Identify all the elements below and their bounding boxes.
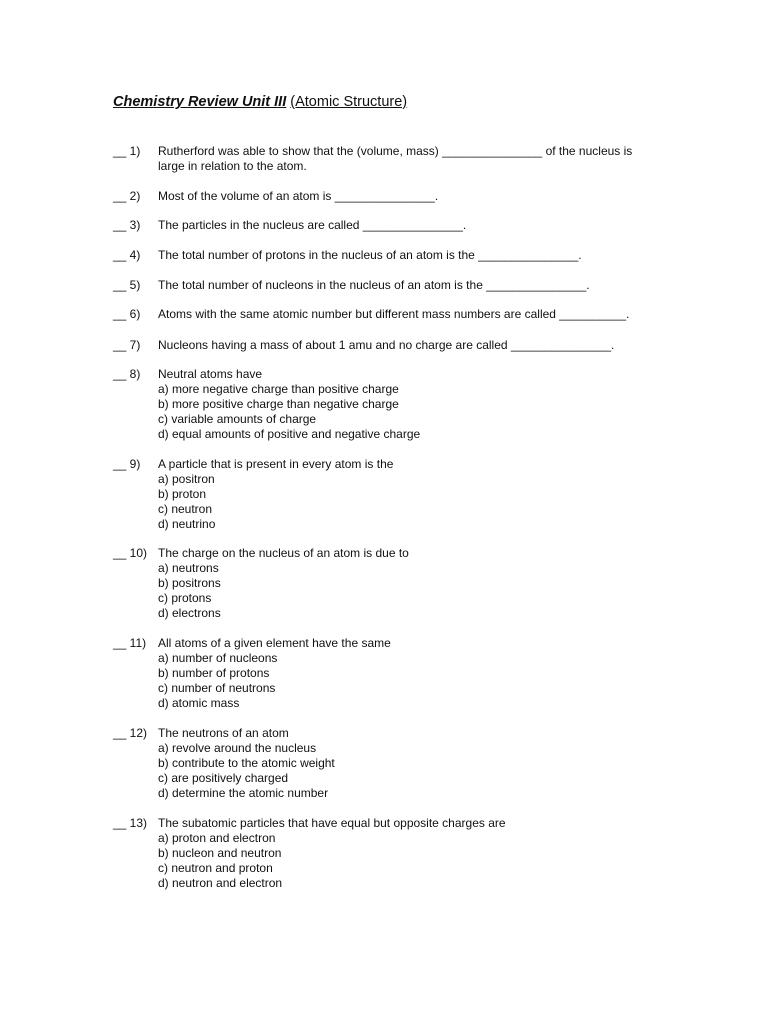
question-body <box>158 457 668 532</box>
question-number: __ 2) <box>113 189 141 203</box>
question-text: The subatomic particles that have equal but opposite charges are <box>158 816 506 830</box>
question-text: A particle that is present in every atom is the <box>158 457 394 471</box>
question-number: __ 11) <box>113 636 147 650</box>
answer-option-d: d) atomic mass <box>158 696 240 710</box>
question-number: __ 5) <box>113 278 141 292</box>
question-number: __ 7) <box>113 338 141 352</box>
answer-option-a: a) neutrons <box>158 561 219 575</box>
question-number: __ 4) <box>113 248 141 262</box>
answer-option-c: c) neutron and proton <box>158 861 273 875</box>
question-text: The charge on the nucleus of an atom is due to <box>158 546 409 560</box>
page-title <box>113 92 407 112</box>
question-body <box>158 144 668 174</box>
answer-option-b: b) more positive charge than negative charge <box>158 397 399 411</box>
question-body <box>158 307 668 322</box>
question-text: Neutral atoms have <box>158 367 263 381</box>
question-number: __ 3) <box>113 218 141 232</box>
answer-option-d: d) electrons <box>158 606 221 620</box>
question-body <box>158 546 668 621</box>
question-text: The total number of nucleons in the nucleus of an atom is the _______________. <box>158 278 590 292</box>
question-text: Atoms with the same atomic number but different mass numbers are called __________. <box>158 307 630 321</box>
title-subtitle: (Atomic Structure) <box>290 94 408 110</box>
question-number: __ 12) <box>113 726 148 740</box>
question-text: Most of the volume of an atom is _______________. <box>158 189 439 203</box>
answer-option-c: c) variable amounts of charge <box>158 412 317 426</box>
answer-option-a: a) positron <box>158 472 215 486</box>
answer-option-c: c) protons <box>158 591 212 605</box>
answer-option-c: c) number of neutrons <box>158 681 276 695</box>
question-body <box>158 726 668 801</box>
answer-option-d: d) neutron and electron <box>158 876 283 890</box>
answer-option-c: c) neutron <box>158 502 213 516</box>
answer-option-d: d) neutrino <box>158 517 216 531</box>
question-text: The neutrons of an atom <box>158 726 289 740</box>
question-body <box>158 816 668 891</box>
question-number: __ 1) <box>113 144 141 158</box>
question-body <box>158 248 668 263</box>
question-number: __ 8) <box>113 367 141 381</box>
question-body <box>158 636 668 711</box>
answer-option-a: a) more negative charge than positive charge <box>158 382 399 396</box>
question-text: All atoms of a given element have the same <box>158 636 391 650</box>
question-text: The particles in the nucleus are called _______________. <box>158 218 467 232</box>
question-number: __ 13) <box>113 816 148 830</box>
answer-option-a: a) number of nucleons <box>158 651 278 665</box>
answer-option-d: d) determine the atomic number <box>158 786 329 800</box>
question-body <box>158 338 668 353</box>
question-text: The total number of protons in the nucleus of an atom is the _______________. <box>158 248 582 262</box>
question-body <box>158 367 668 442</box>
answer-option-c: c) are positively charged <box>158 771 289 785</box>
question-body <box>158 278 668 293</box>
question-text: Nucleons having a mass of about 1 amu and no charge are called _______________. <box>158 338 615 352</box>
answer-option-d: d) equal amounts of positive and negative charge <box>158 427 421 441</box>
question-body <box>158 189 668 204</box>
question-text: Rutherford was able to show that the (volume, mass) _______________ of the nucleus is <box>158 144 633 158</box>
answer-option-a: a) proton and electron <box>158 831 276 845</box>
question-body <box>158 218 668 233</box>
answer-option-b: b) positrons <box>158 576 221 590</box>
answer-option-b: b) nucleon and neutron <box>158 846 282 860</box>
answer-option-b: b) proton <box>158 487 207 501</box>
question-number: __ 9) <box>113 457 141 471</box>
title-main: Chemistry Review Unit III <box>113 94 287 110</box>
answer-option-b: b) contribute to the atomic weight <box>158 756 335 770</box>
question-text: large in relation to the atom. <box>158 159 307 173</box>
question-number: __ 10) <box>113 546 148 560</box>
answer-option-b: b) number of protons <box>158 666 270 680</box>
question-number: __ 6) <box>113 307 141 321</box>
answer-option-a: a) revolve around the nucleus <box>158 741 317 755</box>
